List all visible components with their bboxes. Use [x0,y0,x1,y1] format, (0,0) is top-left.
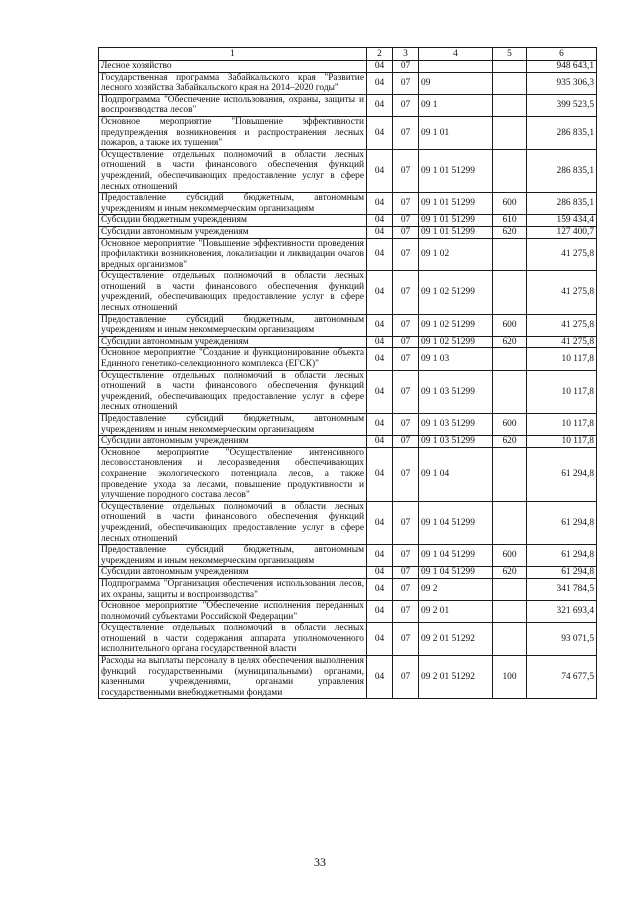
table-row [99,447,597,501]
section-code-cell: 04 [367,61,393,73]
target-article-cell: 09 1 03 51299 [419,370,493,413]
amount-cell: 41 275,8 [527,336,597,348]
amount-cell: 341 784,5 [527,578,597,600]
column-header: 4 [419,48,493,61]
target-article-cell: 09 1 04 51299 [419,501,493,544]
target-article-cell: 09 1 02 51299 [419,314,493,336]
expense-type-cell [493,61,527,73]
table-row [99,370,597,413]
amount-cell: 10 117,8 [527,414,597,436]
row-name-cell: Осуществление отдельных полномочий в области лесных отношений в части финансового обеспечения функций учреждений, обеспечивающих предоставление услуг в сфере лесных отношений [99,501,367,544]
target-article-cell: 09 2 [419,578,493,600]
subsection-code-cell: 07 [393,271,419,314]
amount-cell: 10 117,8 [527,348,597,370]
column-header: 3 [393,48,419,61]
section-code-cell: 04 [367,370,393,413]
table-row [99,336,597,348]
subsection-code-cell: 07 [393,116,419,149]
subsection-code-cell: 07 [393,370,419,413]
target-article-cell [419,61,493,73]
budget-table [98,47,597,699]
amount-cell: 127 400,7 [527,226,597,238]
section-code-cell: 04 [367,271,393,314]
section-code-cell: 04 [367,447,393,501]
table-row [99,436,597,448]
expense-type-cell [493,149,527,192]
table-row [99,314,597,336]
amount-cell: 935 306,3 [527,72,597,94]
expense-type-cell: 600 [493,414,527,436]
table-row [99,545,597,567]
target-article-cell: 09 2 01 51292 [419,656,493,699]
expense-type-cell: 620 [493,226,527,238]
amount-cell: 74 677,5 [527,656,597,699]
amount-cell: 41 275,8 [527,238,597,271]
row-name-cell: Основное мероприятие "Обеспечение исполнения переданных полномочий субъектами Российской Федерации" [99,601,367,623]
expense-type-cell [493,72,527,94]
subsection-code-cell: 07 [393,436,419,448]
row-name-cell: Субсидии автономным учреждениям [99,436,367,448]
subsection-code-cell: 07 [393,226,419,238]
amount-cell: 399 523,5 [527,94,597,116]
table-row [99,501,597,544]
subsection-code-cell: 07 [393,414,419,436]
subsection-code-cell: 07 [393,314,419,336]
subsection-code-cell: 07 [393,545,419,567]
table-row [99,623,597,656]
section-code-cell: 04 [367,314,393,336]
section-code-cell: 04 [367,545,393,567]
amount-cell: 286 835,1 [527,116,597,149]
row-name-cell: Лесное хозяйство [99,61,367,73]
target-article-cell: 09 1 04 51299 [419,567,493,579]
amount-cell: 10 117,8 [527,436,597,448]
row-name-cell: Основное мероприятие "Повышение эффективности проведения профилактики возникновения, локализации и ликвидации очагов вредных организмов" [99,238,367,271]
row-name-cell: Субсидии автономным учреждениям [99,226,367,238]
subsection-code-cell: 07 [393,656,419,699]
section-code-cell: 04 [367,656,393,699]
expense-type-cell [493,238,527,271]
section-code-cell: 04 [367,116,393,149]
amount-cell: 286 835,1 [527,193,597,215]
amount-cell: 41 275,8 [527,314,597,336]
target-article-cell: 09 1 03 51299 [419,436,493,448]
section-code-cell: 04 [367,193,393,215]
expense-type-cell [493,271,527,314]
amount-cell: 321 693,4 [527,601,597,623]
table-row [99,271,597,314]
section-code-cell: 04 [367,601,393,623]
subsection-code-cell: 07 [393,601,419,623]
table-header-row [99,48,597,61]
subsection-code-cell: 07 [393,567,419,579]
amount-cell: 61 294,8 [527,567,597,579]
expense-type-cell [493,501,527,544]
table-row [99,578,597,600]
subsection-code-cell: 07 [393,94,419,116]
amount-cell: 61 294,8 [527,447,597,501]
expense-type-cell: 600 [493,314,527,336]
amount-cell: 286 835,1 [527,149,597,192]
target-article-cell: 09 1 02 51299 [419,336,493,348]
table-row [99,238,597,271]
table-row [99,61,597,73]
target-article-cell: 09 1 03 [419,348,493,370]
subsection-code-cell: 07 [393,238,419,271]
expense-type-cell: 100 [493,656,527,699]
amount-cell: 41 275,8 [527,271,597,314]
row-name-cell: Осуществление отдельных полномочий в области лесных отношений в части финансового обеспечения функций учреждений, обеспечивающих предоставление услуг в сфере лесных отношений [99,271,367,314]
section-code-cell: 04 [367,215,393,227]
section-code-cell: 04 [367,436,393,448]
section-code-cell: 04 [367,578,393,600]
amount-cell: 10 117,8 [527,370,597,413]
row-name-cell: Осуществление отдельных полномочий в области лесных отношений в части финансового обеспечения функций учреждений, обеспечивающих предоставление услуг в сфере лесных отношений [99,149,367,192]
subsection-code-cell: 07 [393,578,419,600]
table-row [99,656,597,699]
target-article-cell: 09 1 01 [419,116,493,149]
section-code-cell: 04 [367,149,393,192]
amount-cell: 159 434,4 [527,215,597,227]
table-row [99,94,597,116]
expense-type-cell [493,447,527,501]
row-name-cell: Предоставление субсидий бюджетным, автономным учреждениям и иным некоммерческим организациям [99,545,367,567]
section-code-cell: 04 [367,72,393,94]
table-row [99,72,597,94]
row-name-cell: Подпрограмма "Организация обеспечения использования лесов, их охраны, защиты и воспроизводства" [99,578,367,600]
section-code-cell: 04 [367,414,393,436]
column-header: 5 [493,48,527,61]
subsection-code-cell: 07 [393,623,419,656]
expense-type-cell: 600 [493,193,527,215]
subsection-code-cell: 07 [393,215,419,227]
expense-type-cell [493,348,527,370]
target-article-cell: 09 2 01 51292 [419,623,493,656]
section-code-cell: 04 [367,623,393,656]
section-code-cell: 04 [367,238,393,271]
row-name-cell: Субсидии автономным учреждениям [99,567,367,579]
target-article-cell: 09 1 04 [419,447,493,501]
subsection-code-cell: 07 [393,348,419,370]
expense-type-cell: 600 [493,545,527,567]
table-row [99,348,597,370]
row-name-cell: Предоставление субсидий бюджетным, автономным учреждениям и иным некоммерческим организациям [99,414,367,436]
amount-cell: 948 643,1 [527,61,597,73]
section-code-cell: 04 [367,226,393,238]
subsection-code-cell: 07 [393,447,419,501]
expense-type-cell: 620 [493,567,527,579]
target-article-cell: 09 [419,72,493,94]
row-name-cell: Расходы на выплаты персоналу в целях обеспечения выполнения функций государственными (муниципальными) органами, казенными учреждениями, органами управления государственными внебюджетными фондами [99,656,367,699]
column-header: 1 [99,48,367,61]
column-header: 6 [527,48,597,61]
table-row [99,193,597,215]
table-row [99,116,597,149]
expense-type-cell [493,601,527,623]
table-row [99,226,597,238]
target-article-cell: 09 1 02 [419,238,493,271]
target-article-cell: 09 1 04 51299 [419,545,493,567]
row-name-cell: Осуществление отдельных полномочий в области лесных отношений в части содержания аппарата уполномоченного исполнительного органа государственной власти [99,623,367,656]
column-header: 2 [367,48,393,61]
table-row [99,215,597,227]
section-code-cell: 04 [367,501,393,544]
subsection-code-cell: 07 [393,72,419,94]
section-code-cell: 04 [367,348,393,370]
subsection-code-cell: 07 [393,149,419,192]
target-article-cell: 09 1 02 51299 [419,271,493,314]
amount-cell: 61 294,8 [527,545,597,567]
row-name-cell: Субсидии бюджетным учреждениям [99,215,367,227]
expense-type-cell: 620 [493,436,527,448]
table-row [99,567,597,579]
row-name-cell: Основное мероприятие "Повышение эффективности предупреждения возникновения и распространения лесных пожаров, а также их тушения" [99,116,367,149]
section-code-cell: 04 [367,94,393,116]
target-article-cell: 09 1 01 51299 [419,215,493,227]
amount-cell: 93 071,5 [527,623,597,656]
row-name-cell: Основное мероприятие "Создание и функционирование объекта Единного генетико-селекционного комплекса (ЕГСК)" [99,348,367,370]
target-article-cell: 09 1 [419,94,493,116]
target-article-cell: 09 1 01 51299 [419,226,493,238]
table-row [99,414,597,436]
row-name-cell: Подпрограмма "Обеспечение использования, охраны, защиты и воспроизводства лесов" [99,94,367,116]
table-row [99,149,597,192]
target-article-cell: 09 1 01 51299 [419,149,493,192]
expense-type-cell [493,623,527,656]
row-name-cell: Субсидии автономным учреждениям [99,336,367,348]
row-name-cell: Государственная программа Забайкальского края "Развитие лесного хозяйства Забайкальского края на 2014–2020 годы" [99,72,367,94]
subsection-code-cell: 07 [393,336,419,348]
subsection-code-cell: 07 [393,193,419,215]
target-article-cell: 09 1 01 51299 [419,193,493,215]
expense-type-cell: 610 [493,215,527,227]
subsection-code-cell: 07 [393,61,419,73]
expense-type-cell [493,116,527,149]
subsection-code-cell: 07 [393,501,419,544]
expense-type-cell: 620 [493,336,527,348]
row-name-cell: Предоставление субсидий бюджетным, автономным учреждениям и иным некоммерческим организациям [99,314,367,336]
target-article-cell: 09 1 03 51299 [419,414,493,436]
expense-type-cell [493,578,527,600]
row-name-cell: Предоставление субсидий бюджетным, автономным учреждениям и иным некоммерческим организациям [99,193,367,215]
section-code-cell: 04 [367,336,393,348]
amount-cell: 61 294,8 [527,501,597,544]
section-code-cell: 04 [367,567,393,579]
row-name-cell: Осуществление отдельных полномочий в области лесных отношений в части финансового обеспечения функций учреждений, обеспечивающих предоставление услуг в сфере лесных отношений [99,370,367,413]
page-number: 33 [314,855,326,869]
target-article-cell: 09 2 01 [419,601,493,623]
expense-type-cell [493,94,527,116]
table-row [99,601,597,623]
row-name-cell: Основное мероприятие "Осуществление интенсивного лесовосстановления и лесоразведения обеспечивающих сохранение экологического потенциала лесов, а также проведение ухода за лесами, повышение продуктивности и улучшение породного состава лесов" [99,447,367,501]
expense-type-cell [493,370,527,413]
